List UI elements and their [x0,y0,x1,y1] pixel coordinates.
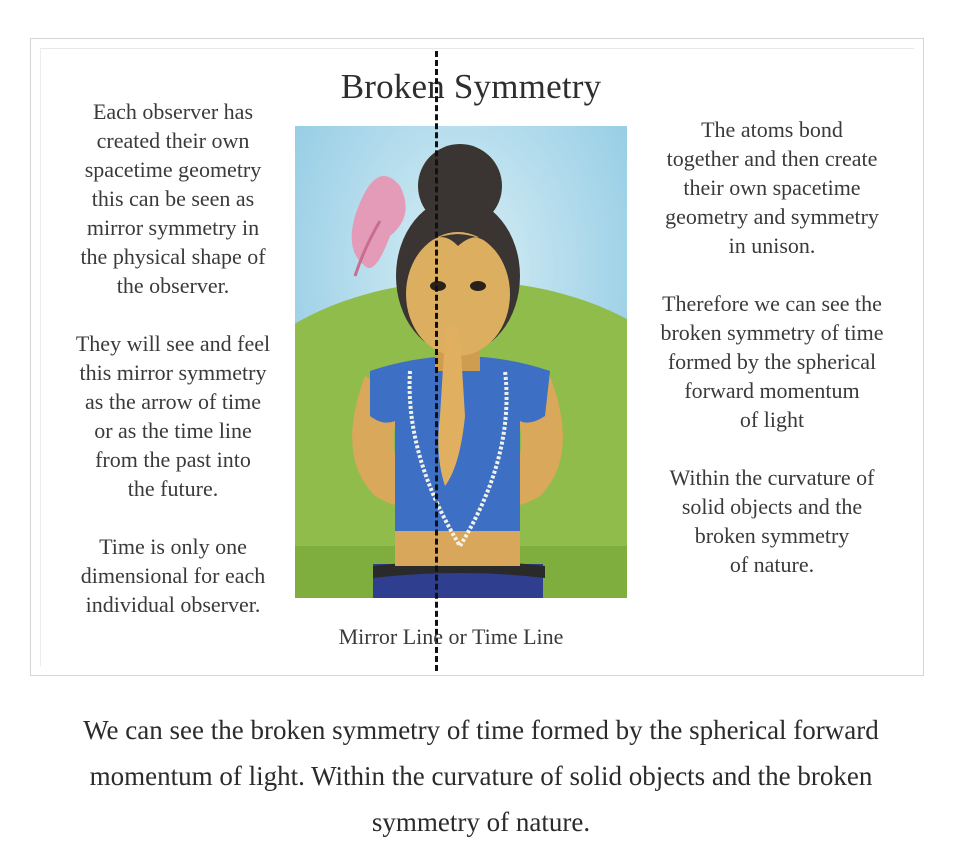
frame-top-rule [40,48,914,49]
left-eye [430,281,446,291]
figure-frame [30,38,924,676]
right-eye [470,281,486,291]
left-text-column [53,97,293,619]
left-paragraph-2: They will see and feel this mirror symmetry as the arrow of time or as the time line from the past into the future. [75,331,271,501]
right-text-column [637,115,907,579]
figure-title: Broken Symmetry [340,67,602,106]
mirror-line-label: Mirror Line or Time Line [338,624,564,649]
figure-caption: We can see the broken symmetry of time formed by the spherical forward momentum of light. Within the curvature of solid objects and the broken symmetry of nature. [83,715,879,837]
painting-image [295,126,627,598]
right-paragraph-1: The atoms bond together and then create their own spacetime geometry and symmetry in unison. [665,117,879,258]
frame-left-rule [40,48,41,666]
mirror-time-line [435,51,438,671]
left-paragraph-1: Each observer has created their own spacetime geometry this can be seen as mirror symmetry in the physical shape of the observer. [80,99,266,298]
right-paragraph-2: Therefore we can see the broken symmetry of time formed by the spherical forward momentum of light [660,291,884,432]
right-paragraph-3: Within the curvature of solid objects and the broken symmetry of nature. [669,465,875,577]
left-paragraph-3: Time is only one dimensional for each individual observer. [80,534,266,617]
